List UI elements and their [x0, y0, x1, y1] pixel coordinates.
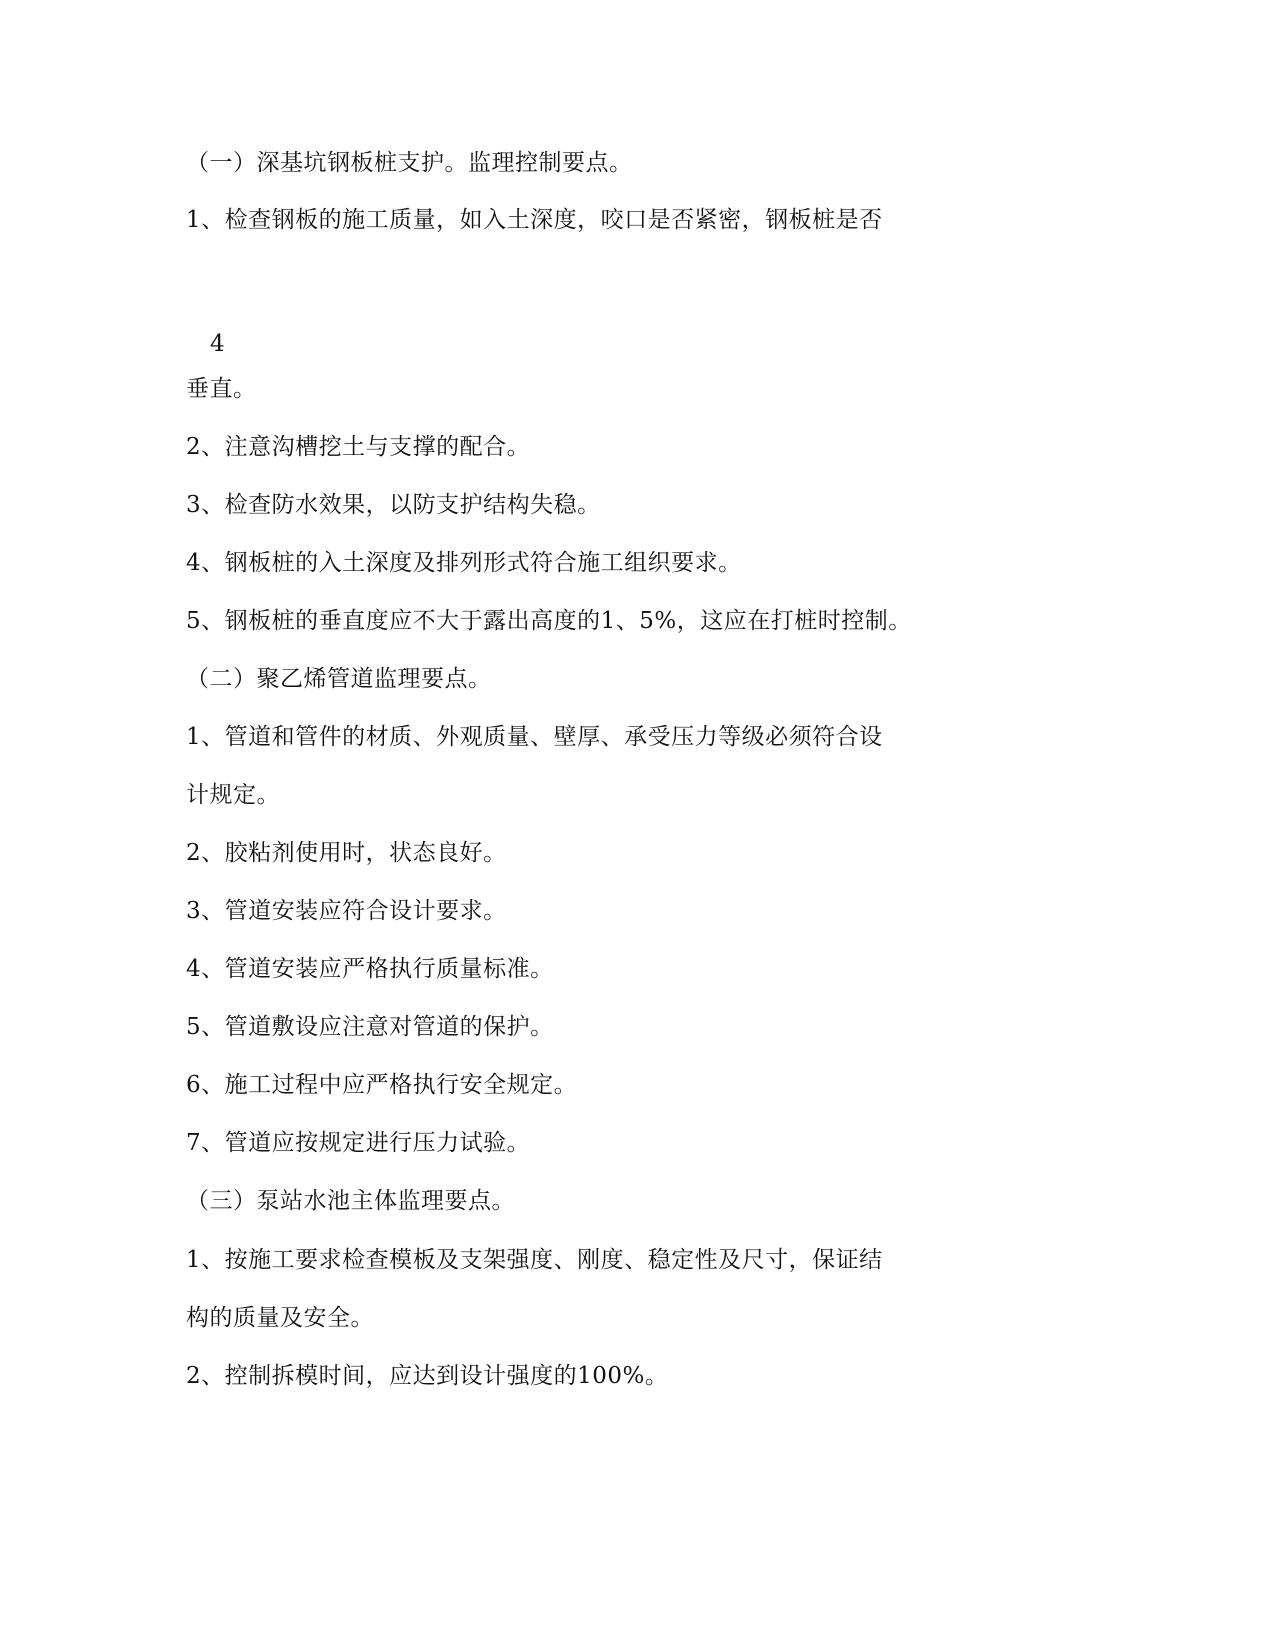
text-line: 1、检查钢板的施工质量，如入土深度，咬口是否紧密，钢板桩是否: [186, 207, 883, 233]
text-line: 3、检查防水效果，以防支护结构失稳。: [186, 492, 601, 518]
text-line: 构的质量及安全。: [186, 1305, 374, 1331]
text-line: 3、管道安装应符合设计要求。: [186, 898, 507, 924]
text-line: 1、按施工要求检查模板及支架强度、刚度、稳定性及尺寸，保证结: [186, 1247, 883, 1273]
text-line: 2、胶粘剂使用时，状态良好。: [186, 840, 507, 866]
text-line: 4、钢板桩的入土深度及排列形式符合施工组织要求。: [186, 550, 742, 576]
text-line: 2、控制拆模时间，应达到设计强度的100%。: [186, 1363, 669, 1389]
section-heading-2: （二）聚乙烯管道监理要点。: [186, 666, 492, 692]
text-line: 2、注意沟槽挖土与支撑的配合。: [186, 434, 531, 460]
text-line: 垂直。: [186, 376, 257, 402]
text-line: 6、施工过程中应严格执行安全规定。: [186, 1072, 578, 1098]
text-line: 计规定。: [186, 782, 280, 808]
section-heading-1: （一）深基坑钢板桩支护。监理控制要点。: [186, 150, 633, 176]
page-number: 4: [210, 331, 225, 357]
section-heading-3: （三）泵站水池主体监理要点。: [186, 1188, 515, 1214]
text-line: 4、管道安装应严格执行质量标准。: [186, 956, 554, 982]
text-line: 1、管道和管件的材质、外观质量、壁厚、承受压力等级必须符合设: [186, 724, 883, 750]
text-line: 5、钢板桩的垂直度应不大于露出高度的1、5%，这应在打桩时控制。: [186, 608, 912, 634]
text-line: 7、管道应按规定进行压力试验。: [186, 1130, 531, 1156]
text-line: 5、管道敷设应注意对管道的保护。: [186, 1014, 554, 1040]
